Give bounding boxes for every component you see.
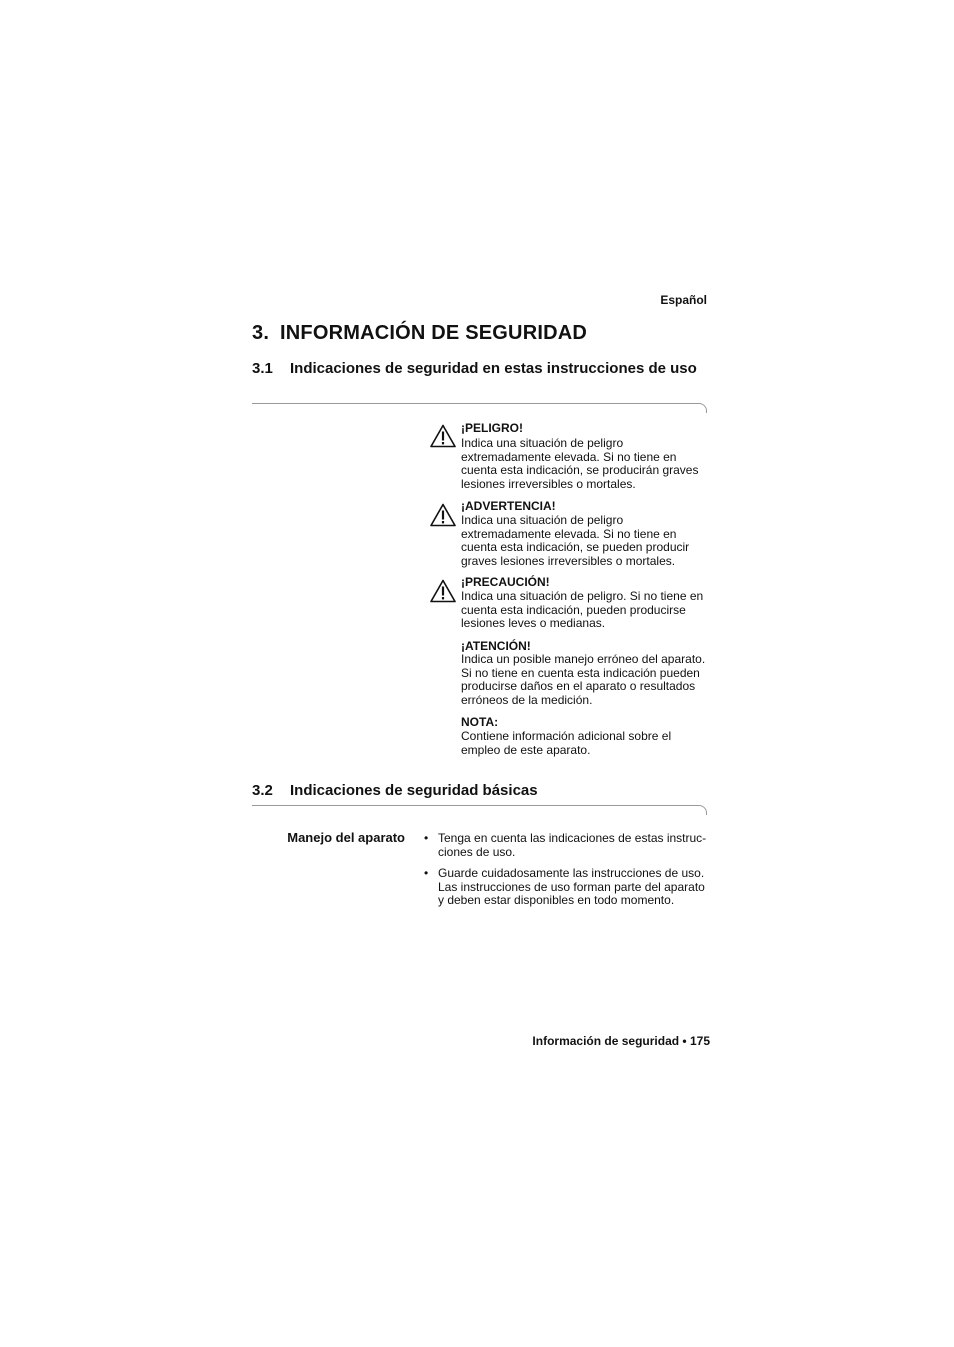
warning-triangle-icon <box>430 579 456 603</box>
section-heading-3-1 <box>252 359 712 401</box>
notice-title-attention: ¡ATENCIÓN! <box>461 639 531 653</box>
section-divider <box>252 805 699 806</box>
notice-title-caution: ¡PRECAUCIÓN! <box>461 575 550 589</box>
bullet-dot: • <box>424 831 429 845</box>
notice-title-note: NOTA: <box>461 715 499 729</box>
list-item-text: Guarde cuidadosamente las instrucciones de uso. Las instrucciones de uso forman parte del aparato y deben estar disponibles en todo momento. <box>438 866 705 908</box>
section-title: Indicaciones de seguridad básicas <box>290 782 538 799</box>
list-item <box>424 867 714 912</box>
section-divider <box>252 403 699 404</box>
chapter-number: 3. <box>252 322 270 344</box>
chapter-title-text: INFORMACIÓN DE SEGURIDAD <box>280 322 588 344</box>
section-number: 3.2 <box>252 782 273 799</box>
notice-text-warning: Indica una situación de peligro extremadamente elevada. Si no tiene en cuenta esta indicación, se pueden producir graves lesiones irreversibles o mortales. <box>461 513 690 568</box>
notice-text-danger: Indica una situación de peligro extremadamente elevada. Si no tiene en cuenta esta indicación, se producirán graves lesiones irreversibles o mortales. <box>461 436 699 491</box>
side-label: Manejo del aparato <box>287 830 405 845</box>
notice-text-attention: Indica un posible manejo erróneo del aparato. Si no tiene en cuenta esta indicación pueden producirse daños en el aparato o resultados erróneos de la medición. <box>461 652 706 707</box>
bullet-dot: • <box>424 866 429 880</box>
warning-triangle-icon <box>430 424 456 448</box>
list-item <box>424 832 714 862</box>
warning-triangle-icon <box>430 503 456 527</box>
page-footer: Información de seguridad • 175 <box>532 1034 710 1048</box>
list-item-text: Tenga en cuenta las indicaciones de estas instruc-ciones de uso. <box>438 831 707 859</box>
section-number: 3.1 <box>252 360 273 377</box>
notice-title-danger: ¡PELIGRO! <box>461 421 523 435</box>
notice-text-note: Contiene información adicional sobre el empleo de este aparato. <box>461 729 672 757</box>
chapter-title <box>252 322 587 345</box>
language-label: Español <box>660 293 707 307</box>
notice-text-caution: Indica una situación de peligro. Si no tiene en cuenta esta indicación, pueden producirse lesiones leves o medianas. <box>461 589 704 631</box>
section-divider-hook <box>698 805 707 815</box>
section-heading-3-2 <box>252 781 712 803</box>
section-divider-hook <box>698 403 707 413</box>
notice-title-warning: ¡ADVERTENCIA! <box>461 499 556 513</box>
section-title: Indicaciones de seguridad en estas instrucciones de uso <box>290 360 697 377</box>
